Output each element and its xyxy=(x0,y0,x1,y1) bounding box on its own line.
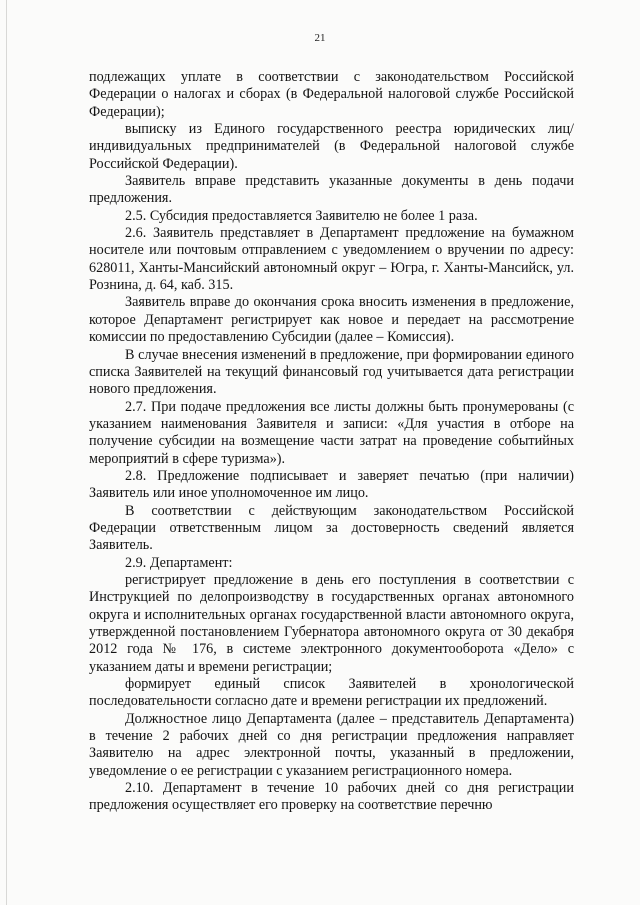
paragraph-15: 2.10. Департамент в течение 10 рабочих дней со дня регистрации предложения осуществляет его проверку на соответствие перечню xyxy=(89,780,574,814)
page-edge-line xyxy=(6,0,7,905)
paragraph-14: Должностное лицо Департамента (далее – представитель Департамента) в течение 2 рабочих дней со дня регистрации предложения направляет Заявителю на адрес электронной почты, указанный в предложении, уведомление о ее регистрации с указанием регистрационного номера. xyxy=(89,710,574,779)
paragraph-2: выписку из Единого государственного реестра юридических лиц/индивидуальных предпринимателей (в Федеральной налоговой службе Российской Федерации). xyxy=(89,121,574,172)
paragraph-3: Заявитель вправе представить указанные документы в день подачи предложения. xyxy=(89,173,574,207)
paragraph-8: 2.7. При подаче предложения все листы должны быть пронумерованы (с указанием наименования Заявителя и записи: «Для участия в отборе на получение субсидии на возмещение части затрат на проведение событийных мероприятий в сфере туризма»). xyxy=(89,398,574,467)
paragraph-6: Заявитель вправе до окончания срока вносить изменения в предложение, которое Департамент регистрирует как новое и передает на рассмотрение комиссии по предоставлению Субсидии (далее – Комиссия). xyxy=(89,294,574,346)
paragraph-13: формирует единый список Заявителей в хронологической последовательности согласно дате и времени регистрации их предложений. xyxy=(89,676,574,710)
paragraph-9: 2.8. Предложение подписывает и заверяет печатью (при наличии) Заявитель или иное уполномоченное им лицо. xyxy=(89,467,574,502)
paragraph-5: 2.6. Заявитель представляет в Департамент предложение на бумажном носителе или почтовым отправлением с уведомлением о вручении по адресу: 628011, Ханты-Мансийский автономный округ – Югра, г. Ханты-Мансийск, ул. Рознина, д. 64, каб. 315. xyxy=(89,225,574,294)
document-body xyxy=(89,69,574,815)
paragraph-12: регистрирует предложение в день его поступления в соответствии с Инструкцией по делопроизводству в государственных органах автономного округа и исполнительных органах государственной власти автономного округа, утвержденной постановлением Губернатора автономного округа от 30 декабря 2012 года № 176, в системе электронного документооборота «Дело» с указанием даты и времени регистрации; xyxy=(89,571,574,675)
page-number: 21 xyxy=(314,32,326,44)
paragraph-7: В случае внесения изменений в предложение, при формировании единого списка Заявителей на текущий финансовый год учитывается дата регистрации нового предложения. xyxy=(89,346,574,398)
paragraph-4: 2.5. Субсидия предоставляется Заявителю не более 1 раза. xyxy=(125,207,478,224)
paragraph-11: 2.9. Департамент: xyxy=(125,554,233,571)
paragraph-10: В соответствии с действующим законодательством Российской Федерации ответственным лицом за достоверность сведений является Заявитель. xyxy=(89,502,574,554)
paragraph-1: подлежащих уплате в соответствии с законодательством Российской Федерации о налогах и сборах (в Федеральной налоговой службе Российской Федерации); xyxy=(89,69,574,120)
